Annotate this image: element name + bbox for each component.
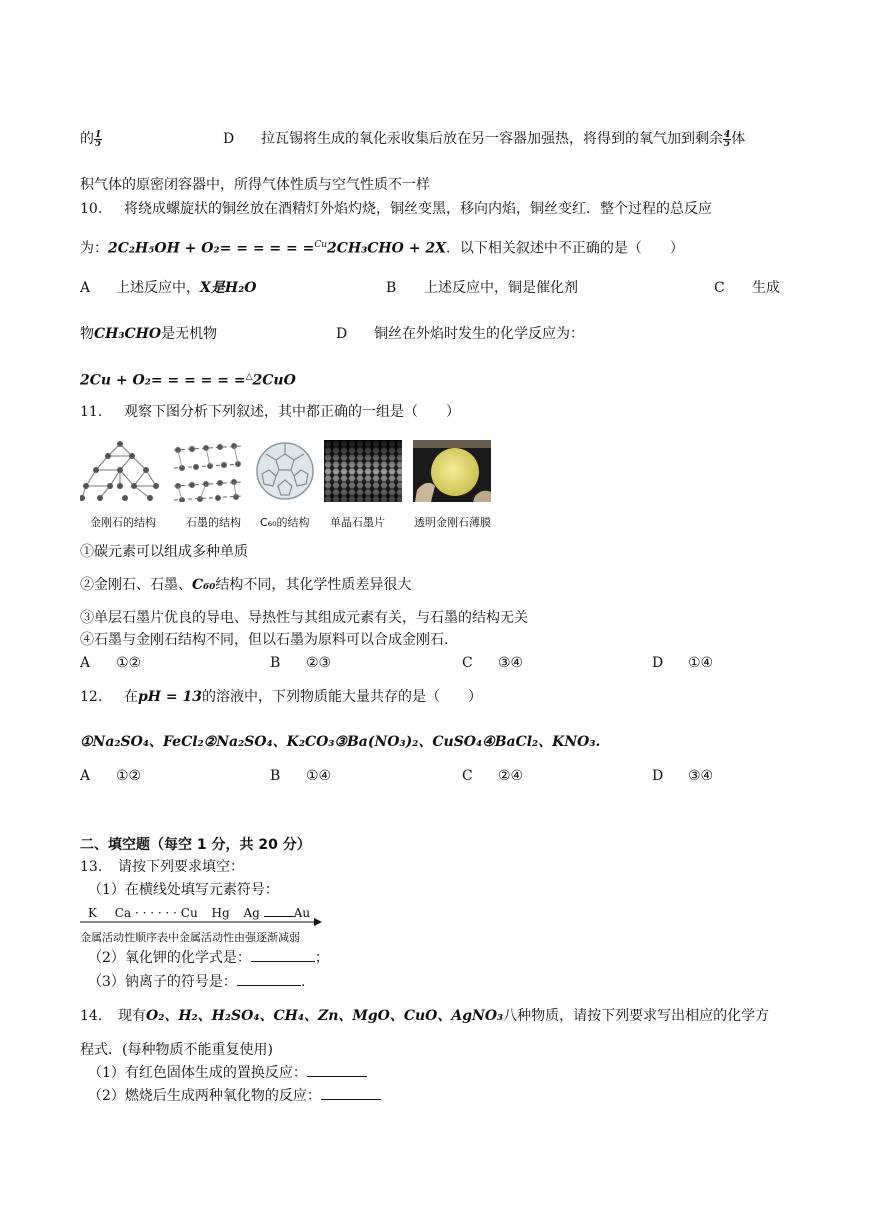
q12-choices: ①Na₂SO₄、FeCl₂②Na₂SO₄、K₂CO₃③Ba(NO₃)₂、CuSO₄④BaCl₂、KNO₃. bbox=[80, 734, 601, 750]
option-text: 拉瓦锡将生成的氧化汞收集后放在另一容器加强热，将得到的氧气加到剩余 bbox=[261, 131, 723, 147]
q11-option-a: ①② bbox=[116, 655, 142, 671]
eq2-left: 2Cu + O₂= = = = = = bbox=[80, 372, 246, 389]
caption-graphite: 石墨的结构 bbox=[186, 516, 241, 529]
q12-choices-line bbox=[80, 733, 600, 751]
q11-option-a-letter: A bbox=[80, 655, 91, 671]
option-text: 物 bbox=[80, 326, 94, 342]
q10-option-b-letter: B bbox=[386, 280, 397, 296]
eq2-right: 2CuO bbox=[252, 372, 296, 389]
answer-blank[interactable] bbox=[321, 1099, 381, 1100]
q11-item-3: ③单层石墨片优良的导电、导热性与其组成元素有关，与石墨的结构无关 bbox=[80, 610, 528, 626]
metal-ca: Ca bbox=[114, 906, 132, 920]
eq2-condition: △ bbox=[245, 372, 253, 382]
q10-number: 10. bbox=[80, 201, 103, 217]
q11-stem: 观察下图分析下列叙述，其中都正确的一组是（ ） bbox=[124, 404, 460, 420]
q13-stem: 请按下列要求填空： bbox=[118, 859, 244, 875]
q9-line1 bbox=[80, 130, 102, 148]
stem-text: 现有 bbox=[118, 1008, 146, 1024]
sub-end: ； bbox=[314, 950, 329, 966]
q12-number: 12. bbox=[80, 689, 103, 705]
stem-text: 的溶液中，下列物质能大量共存的是（ ） bbox=[201, 689, 482, 705]
q10-option-c: 生成 bbox=[752, 280, 780, 296]
q13-sub1: （1）在横线处填写元素符号： bbox=[88, 882, 279, 898]
q12-option-d: ③④ bbox=[688, 768, 714, 784]
q11-option-c-letter: C bbox=[462, 655, 473, 671]
stem-math: O₂、H₂、H₂SO₄、CH₄、Zn、MgO、CuO、AgNO₃ bbox=[146, 1008, 504, 1024]
q13-number: 13. bbox=[80, 859, 103, 875]
fraction-one-fifth bbox=[94, 131, 102, 148]
q11-option-d: ①④ bbox=[688, 655, 714, 671]
q10-stem: 将绕成螺旋状的铜丝放在酒精灯外焰灼烧，铜丝变黑，移向内焰，铜丝变红．整个过程的总反应 bbox=[124, 201, 712, 217]
q12-option-c-letter: C bbox=[462, 768, 473, 784]
q10-equation-left: 2C₂H₅OH + O₂= = = = = = bbox=[108, 240, 315, 257]
q12-option-a-letter: A bbox=[80, 768, 91, 784]
graphite-structure-image bbox=[170, 440, 246, 502]
q11-item-1: ①碳元素可以组成多种单质 bbox=[80, 544, 248, 560]
metal-ag: Ag bbox=[243, 906, 260, 920]
item-text: 结构不同，其化学性质差异很大 bbox=[215, 577, 412, 593]
item-text: ②金刚石、石墨、 bbox=[80, 577, 192, 593]
q14-number: 14. bbox=[80, 1008, 103, 1024]
metal-cu: Cu bbox=[180, 906, 198, 920]
caption-graphene: 单晶石墨片 bbox=[330, 516, 385, 529]
q10-option-c-line2 bbox=[80, 325, 217, 343]
q10-equation-line bbox=[80, 236, 684, 258]
option-math: X是H₂O bbox=[200, 280, 257, 296]
q11-option-c: ③④ bbox=[498, 655, 524, 671]
option-letter: D bbox=[223, 131, 235, 147]
activity-arrow bbox=[80, 917, 322, 927]
arrow-caption: 金属活动性顺序表中金属活动性由强逐渐减弱 bbox=[80, 931, 300, 944]
sub-text: （1）有红色固体生成的置换反应： bbox=[88, 1065, 307, 1081]
metal-hg: Hg bbox=[211, 906, 230, 920]
frac-num: 4 bbox=[724, 129, 731, 140]
sub-text: （3）钠离子的符号是： bbox=[88, 974, 237, 990]
q10-option-d: 铜丝在外焰时发生的化学反应为： bbox=[374, 326, 584, 342]
option-text: 是无机物 bbox=[161, 326, 218, 342]
option-text-end: 体 bbox=[731, 131, 746, 147]
q10-equation-right: 2CH₃CHO + 2X bbox=[327, 240, 446, 257]
q12-option-c: ②④ bbox=[498, 768, 524, 784]
caption-diamond-film: 透明金刚石薄膜 bbox=[414, 516, 491, 529]
q11-option-b: ②③ bbox=[306, 655, 332, 671]
section-title: 二、填空题（每空 1 分，共 20 分） bbox=[80, 837, 311, 853]
option-math: CH₃CHO bbox=[94, 326, 162, 342]
q10-eq-condition: Cu bbox=[314, 240, 328, 250]
q10-option-a bbox=[116, 279, 256, 297]
graphene-sheet-image bbox=[324, 440, 402, 502]
q9-prefix: 的 bbox=[80, 131, 94, 147]
q9-option-d-text bbox=[261, 130, 745, 148]
stem-math: pH = 13 bbox=[138, 689, 202, 705]
q12-option-a: ①② bbox=[116, 768, 142, 784]
q14-stem bbox=[118, 1007, 769, 1025]
item-math: C₆₀ bbox=[192, 577, 216, 593]
q11-option-d-letter: D bbox=[652, 655, 664, 671]
stem-text: 在 bbox=[124, 689, 138, 705]
frac-den: 5 bbox=[724, 138, 731, 149]
q10-option-b: 上述反应中，铜是催化剂 bbox=[424, 280, 578, 296]
q14-sub2 bbox=[88, 1087, 381, 1105]
answer-blank[interactable] bbox=[307, 1076, 367, 1077]
q12-option-b: ①④ bbox=[306, 768, 332, 784]
q11-item-4: ④石墨与金刚石结构不同，但以石墨为原料可以合成金刚石. bbox=[80, 632, 449, 648]
caption-c60: C₆₀的结构 bbox=[260, 516, 310, 529]
q11-number: 11. bbox=[80, 404, 103, 420]
sub-text: （2）燃烧后生成两种氧化物的反应： bbox=[88, 1088, 321, 1104]
answer-blank[interactable] bbox=[237, 985, 301, 986]
frac-den: 5 bbox=[95, 138, 102, 149]
q10-option-a-letter: A bbox=[80, 280, 91, 296]
series-ellipsis: · · · · · · bbox=[134, 906, 177, 920]
diamond-structure-image bbox=[80, 440, 160, 502]
q10-question: ．以下相关叙述中不正确的是（ ） bbox=[445, 240, 684, 257]
q14-sub1 bbox=[88, 1064, 367, 1082]
q12-option-d-letter: D bbox=[652, 768, 664, 784]
option-text: 上述反应中， bbox=[116, 280, 200, 296]
sub-text: （2）氧化钾的化学式是： bbox=[88, 950, 251, 966]
metal-k: K bbox=[88, 906, 97, 920]
q11-option-b-letter: B bbox=[270, 655, 281, 671]
frac-num: 1 bbox=[95, 129, 102, 140]
q13-sub3 bbox=[88, 973, 305, 991]
q13-sub2 bbox=[88, 949, 329, 967]
q10-equation2 bbox=[80, 368, 296, 390]
c60-structure-image bbox=[252, 440, 318, 502]
answer-blank[interactable] bbox=[251, 961, 315, 962]
metal-au: Au bbox=[293, 906, 311, 920]
q12-stem bbox=[124, 688, 482, 706]
q11-item-2 bbox=[80, 576, 411, 594]
sub-end: . bbox=[300, 974, 306, 990]
q14-stem2: 程式．(每种物质不能重复使用) bbox=[80, 1042, 273, 1058]
diamond-film-image bbox=[413, 440, 491, 502]
q9-option-d bbox=[223, 130, 234, 148]
stem-text: 八种物质，请按下列要求写出相应的化学方 bbox=[503, 1008, 770, 1024]
q9-line2: 积气体的原密闭容器中，所得气体性质与空气性质不一样 bbox=[80, 177, 430, 193]
q12-option-b-letter: B bbox=[270, 768, 281, 784]
q10-option-c-letter: C bbox=[714, 280, 725, 296]
q10-prefix: 为： bbox=[80, 240, 108, 257]
caption-diamond: 金刚石的结构 bbox=[90, 516, 156, 529]
q10-option-d-letter: D bbox=[336, 326, 348, 342]
